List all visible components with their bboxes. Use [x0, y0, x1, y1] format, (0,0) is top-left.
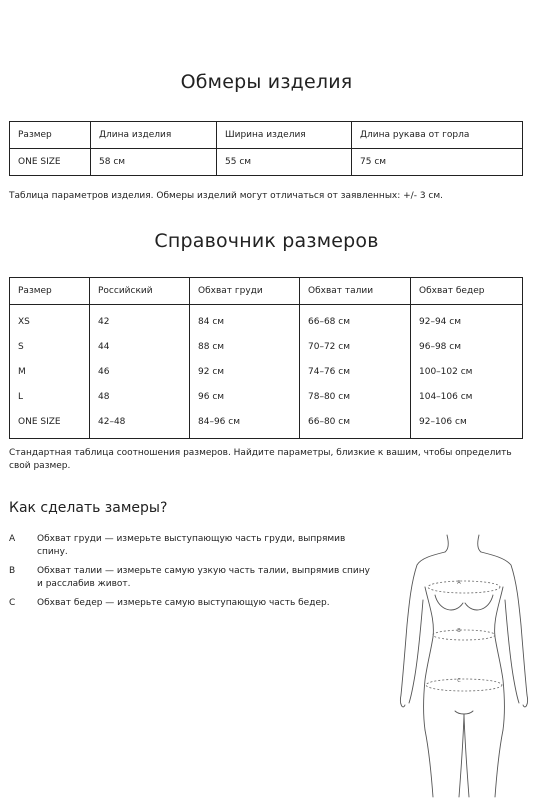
table-row — [10, 334, 523, 359]
product-measurements-table — [9, 121, 523, 176]
table-cell: 104–106 см — [411, 384, 523, 409]
table-header-row — [10, 122, 523, 149]
product-measurements-note: Таблица параметров изделия. Обмеры изделий могут отличаться от заявленных: +/- 3 см. — [9, 191, 444, 201]
table-cell: ONE SIZE — [10, 409, 90, 439]
table-cell: S — [10, 334, 90, 359]
table-cell: L — [10, 384, 90, 409]
table-cell: 48 — [90, 384, 190, 409]
torso-right-outline — [495, 587, 505, 730]
measure-text: Обхват груди — измерьте выступающую часть груди, выпрямив спину. — [37, 534, 346, 557]
table-cell: XS — [10, 305, 90, 335]
size-guide-table — [9, 277, 523, 439]
table-row — [10, 359, 523, 384]
table-cell: 46 — [90, 359, 190, 384]
torso-left-outline — [424, 587, 434, 730]
inner-leg-right — [464, 715, 469, 797]
header-cell: Длина изделия — [91, 122, 217, 149]
size-guide-note: Стандартная таблица соотношения размеров. Найдите параметры, близкие к вашим, чтобы определить свой размер. — [9, 448, 512, 471]
inner-leg-left — [459, 715, 464, 797]
table-cell: 88 см — [190, 334, 300, 359]
table-cell: 96 см — [190, 384, 300, 409]
left-inner-arm — [409, 600, 423, 703]
table-cell: 78–80 см — [300, 384, 411, 409]
header-cell: Длина рукава от горла — [352, 122, 523, 149]
measure-letter: B — [9, 566, 16, 576]
table-cell: 58 см — [91, 149, 217, 176]
table-cell: 92–94 см — [411, 305, 523, 335]
body-measurement-figure — [395, 525, 533, 800]
table-cell: 70–72 см — [300, 334, 411, 359]
table-cell: 92–106 см — [411, 409, 523, 439]
measure-line-b — [433, 630, 495, 640]
measure-line-c — [426, 679, 502, 691]
header-cell: Обхват груди — [190, 278, 300, 305]
header-cell: Обхват талии — [300, 278, 411, 305]
right-arm-outline — [481, 552, 528, 707]
neck-line-right — [478, 535, 481, 552]
right-leg-outline — [495, 730, 503, 797]
figure-label-a: A — [457, 580, 461, 586]
how-to-measure-title: Как сделать замеры? — [9, 500, 168, 516]
header-cell: Обхват бедер — [411, 278, 523, 305]
left-arm-outline — [400, 552, 445, 707]
table-row — [10, 384, 523, 409]
table-row — [10, 149, 523, 176]
measure-text: Обхват талии — измерьте самую узкую часть талии, выпрямив спину и расслабив живот. — [37, 566, 370, 589]
table-cell: 44 — [90, 334, 190, 359]
table-cell: 75 см — [352, 149, 523, 176]
bust-left — [435, 595, 463, 610]
left-leg-outline — [425, 730, 433, 797]
table-cell: 84–96 см — [190, 409, 300, 439]
crotch-line — [455, 711, 473, 714]
table-cell: 66–68 см — [300, 305, 411, 335]
measure-text: Обхват бедер — измерьте самую выступающую часть бедер. — [37, 598, 330, 608]
size-guide-title: Справочник размеров — [154, 230, 379, 252]
measure-letter: A — [9, 534, 16, 544]
table-cell: 55 см — [217, 149, 352, 176]
bust-right — [465, 595, 493, 610]
header-cell: Ширина изделия — [217, 122, 352, 149]
header-cell: Российский — [90, 278, 190, 305]
neck-line-left — [445, 535, 448, 552]
table-row — [10, 409, 523, 439]
table-cell: 42–48 — [90, 409, 190, 439]
measure-letter: C — [9, 598, 16, 608]
table-cell: 96–98 см — [411, 334, 523, 359]
figure-label-c: C — [457, 678, 461, 684]
table-cell: 92 см — [190, 359, 300, 384]
table-cell: 84 см — [190, 305, 300, 335]
table-cell: 100–102 см — [411, 359, 523, 384]
table-cell: 74–76 см — [300, 359, 411, 384]
table-header-row — [10, 278, 523, 305]
table-cell: M — [10, 359, 90, 384]
product-measurements-title: Обмеры изделия — [180, 71, 353, 93]
header-cell: Размер — [10, 122, 91, 149]
measure-line-a — [428, 581, 500, 593]
table-row — [10, 305, 523, 335]
table-cell: ONE SIZE — [10, 149, 91, 176]
header-cell: Размер — [10, 278, 90, 305]
right-inner-arm — [505, 600, 519, 703]
table-cell: 42 — [90, 305, 190, 335]
figure-label-b: B — [457, 628, 461, 634]
table-cell: 66–80 см — [300, 409, 411, 439]
